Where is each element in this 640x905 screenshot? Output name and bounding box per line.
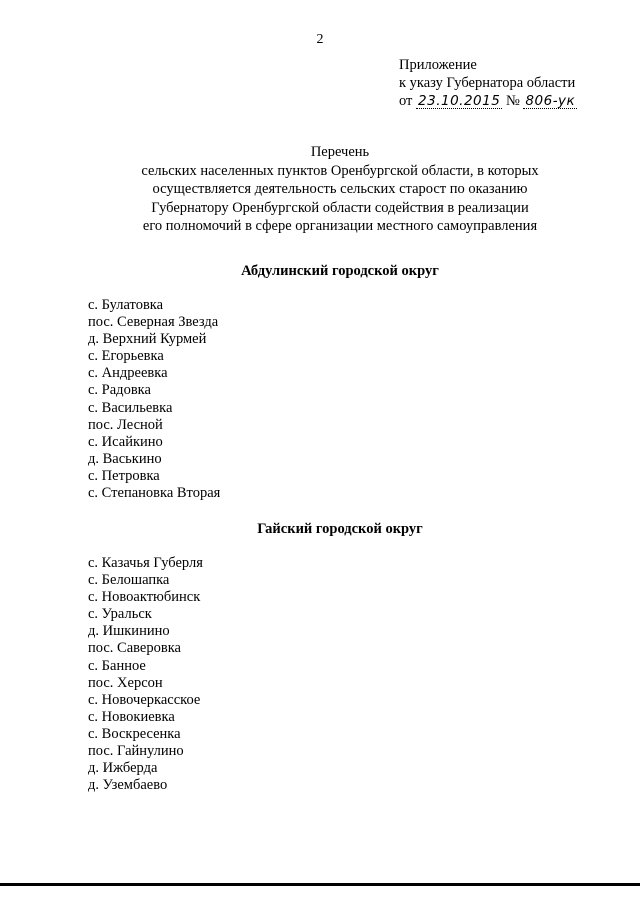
list-item: с. Белошапка bbox=[88, 572, 170, 589]
title-line-2: сельских населенных пунктов Оренбургской области, в которых bbox=[141, 162, 539, 179]
list-item: с. Банное bbox=[88, 657, 146, 674]
list-item: с. Егорьевка bbox=[88, 348, 164, 365]
list-item: с. Новочеркасское bbox=[88, 691, 201, 708]
list-item: пос. Северная Звезда bbox=[88, 314, 219, 331]
list-item: д. Васькино bbox=[88, 450, 162, 467]
title-line-3: осуществляется деятельность сельских старост по оказанию bbox=[152, 181, 528, 197]
list-item: с. Радовка bbox=[88, 382, 151, 399]
list-item: с. Воскресенка bbox=[88, 725, 181, 742]
list-item: д. Верхний Курмей bbox=[88, 331, 207, 348]
appendix-date-line bbox=[399, 92, 629, 110]
list-item: с. Казачья Губерля bbox=[88, 555, 203, 571]
settlement-list-gai bbox=[88, 555, 203, 794]
settlement-list-abdulino bbox=[88, 297, 220, 502]
appendix-reference: к указу Губернатора области bbox=[399, 75, 576, 91]
list-item: с. Новоактюбинск bbox=[88, 589, 201, 606]
list-item: д. Ижберда bbox=[88, 760, 158, 777]
page-bottom-rule bbox=[0, 883, 640, 886]
handwritten-date: 23.10.2015 bbox=[418, 93, 501, 109]
number-sign: № bbox=[505, 93, 520, 109]
list-item: с. Булатовка bbox=[88, 297, 164, 313]
section-heading-gai: Гайский городской округ bbox=[257, 521, 423, 537]
list-item: с. Васильевка bbox=[88, 399, 173, 416]
list-item: с. Исайкино bbox=[88, 433, 163, 450]
section-heading-abdulino: Абдулинский городской округ bbox=[241, 263, 439, 279]
list-item: д. Ишкинино bbox=[88, 623, 170, 640]
appendix-block bbox=[399, 56, 629, 110]
list-item: пос. Лесной bbox=[88, 416, 163, 433]
handwritten-number: 806-ук bbox=[525, 93, 576, 109]
page-number: 2 bbox=[316, 32, 324, 47]
document-title bbox=[0, 143, 640, 236]
list-item: с. Уральск bbox=[88, 606, 152, 623]
title-line-1: Перечень bbox=[310, 144, 370, 160]
title-line-5: его полномочий в сфере организации местного самоуправления bbox=[142, 218, 538, 234]
list-item: пос. Гайнулино bbox=[88, 743, 184, 760]
list-item: пос. Херсон bbox=[88, 674, 163, 691]
date-prefix: от bbox=[399, 93, 413, 109]
list-item: д. Узембаево bbox=[88, 777, 168, 794]
list-item: с. Степановка Вторая bbox=[88, 485, 221, 502]
list-item: с. Андреевка bbox=[88, 365, 168, 382]
title-line-4: Губернатору Оренбургской области содействия в реализации bbox=[151, 199, 529, 216]
list-item: с. Новокиевка bbox=[88, 708, 175, 725]
list-item: пос. Саверовка bbox=[88, 640, 181, 657]
list-item: с. Петровка bbox=[88, 467, 160, 484]
appendix-label: Приложение bbox=[399, 57, 477, 73]
